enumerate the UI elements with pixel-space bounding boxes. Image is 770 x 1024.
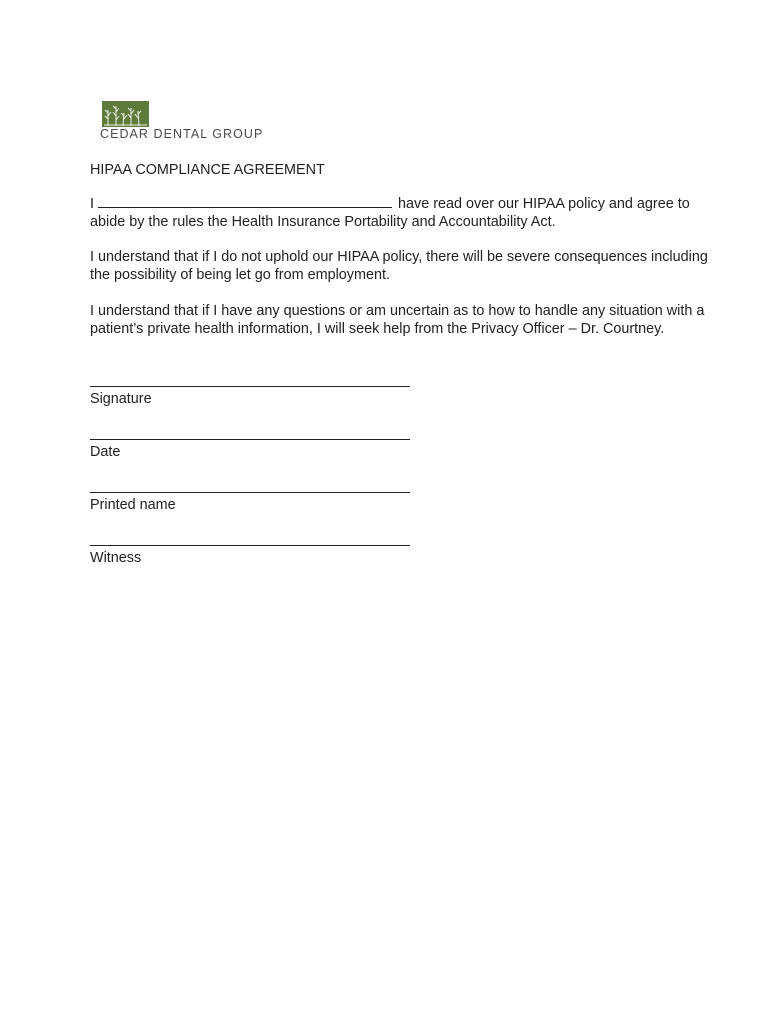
date-label: Date [90,444,121,460]
name-fill-in-blank[interactable] [98,194,392,208]
printed-name-line[interactable] [90,492,410,493]
acknowledgement-paragraph [90,194,710,231]
witness-field [90,545,420,567]
witness-label: Witness [90,550,142,566]
printed-name-label: Printed name [90,497,176,513]
paragraph-text: have read over our HIPAA policy and agree to abide by the rules the Health Insurance Portability and Accountability Act. [90,196,690,230]
witness-line[interactable] [90,545,410,546]
consequences-paragraph: I understand that if I do not uphold our HIPAA policy, there will be severe consequences including the possibility of being let go from employment. [90,249,708,283]
document-title: HIPAA COMPLIANCE AGREEMENT [90,162,325,178]
cedar-tree-logo-icon [102,101,149,127]
signature-field [90,386,420,408]
printed-name-field [90,492,420,514]
date-line[interactable] [90,439,410,440]
signature-line[interactable] [90,386,410,387]
privacy-officer-paragraph: I understand that if I have any questions or am uncertain as to how to handle any situation with a patient’s private health information, I will seek help from the Privacy Officer – Dr. Courtney. [90,303,705,337]
company-name: CEDAR DENTAL GROUP [100,127,264,141]
company-logo [100,100,270,145]
date-field [90,439,420,461]
paragraph-prefix: I [90,196,94,212]
signature-label: Signature [90,391,152,407]
